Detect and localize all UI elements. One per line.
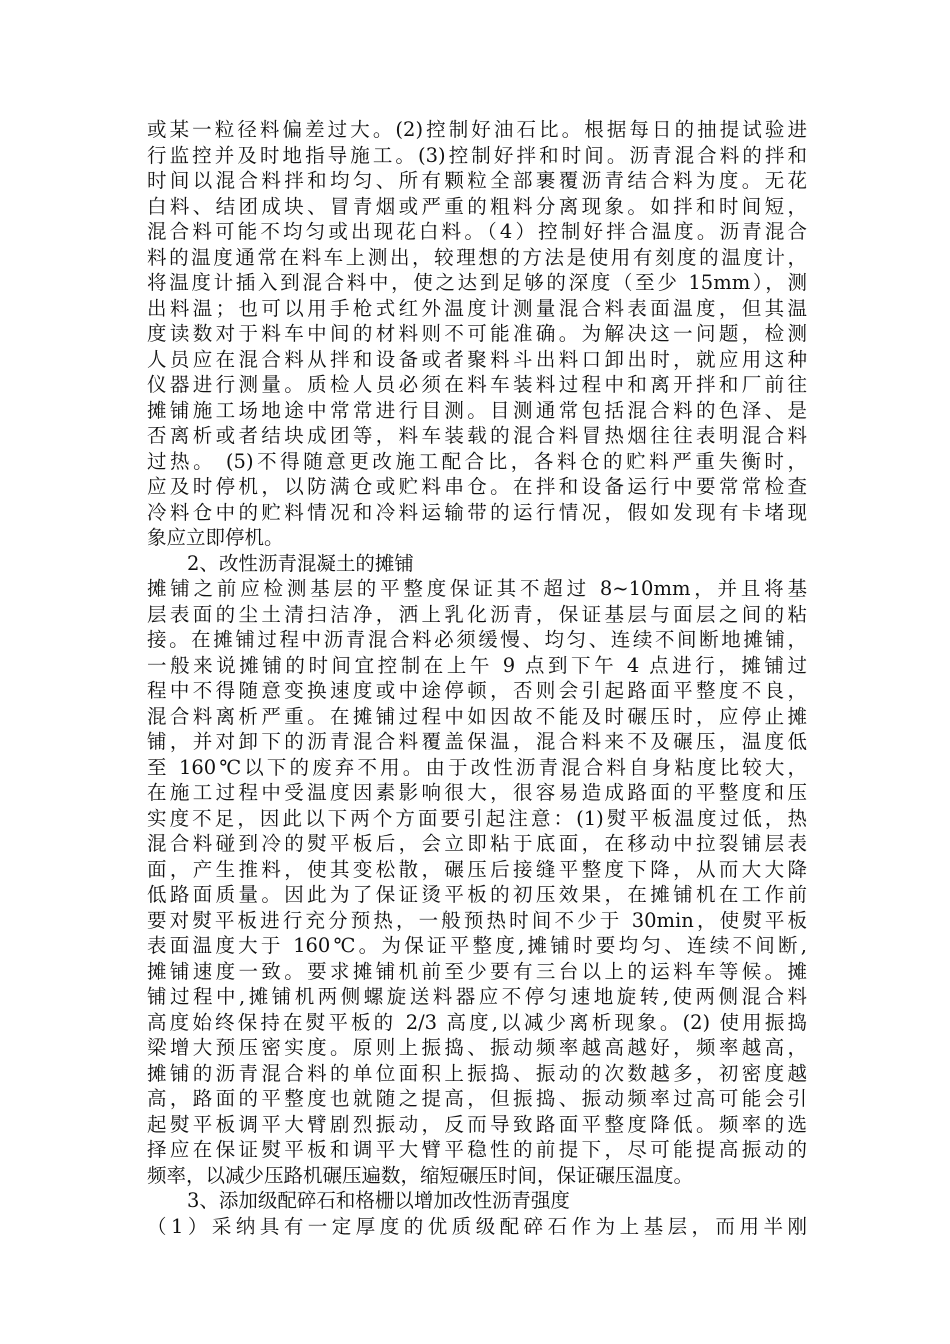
paragraph-paving bbox=[147, 576, 807, 1188]
text-line: 面，产生推料，使其变松散，碾压后接缝平整度下降，从而大大降 bbox=[147, 857, 807, 881]
text-line: 或某一粒径料偏差过大。(2)控制好油石比。根据每日的抽提试验进 bbox=[147, 118, 807, 141]
text-line: 频率，以减少压路机碾压遍数，缩短碾压时间，保证碾压温度。 bbox=[147, 1163, 694, 1187]
text-line: 摊铺速度一致。要求摊铺机前至少要有三台以上的运料车等候。摊 bbox=[147, 959, 807, 983]
text-line: （1）采纳具有一定厚度的优质级配碎石作为上基层，而用半刚 bbox=[147, 1214, 807, 1238]
text-line: 将温度计插入到混合料中，使之达到足够的深度（至少 15mm），测 bbox=[147, 271, 807, 294]
text-line: 铺过程中,摊铺机两侧螺旋送料器应不停匀速地旋转,使两侧混合料 bbox=[147, 985, 807, 1008]
text-line: 混合料可能不均匀或出现花白料。（4）控制好拌合温度。沥青混合 bbox=[147, 220, 807, 243]
text-line: 出料温；也可以用手枪式红外温度计测量混合料表面温度，但其温 bbox=[147, 296, 807, 320]
document-page bbox=[147, 117, 807, 1239]
text-line: 梁增大预压密实度。原则上振捣、振动频率越高越好，频率越高， bbox=[147, 1036, 807, 1059]
text-line: 摊铺的沥青混合料的单位面积上振捣、振动的次数越多，初密度越 bbox=[147, 1061, 807, 1085]
text-line: 要对熨平板进行充分预热，一般预热时间不少于 30min，使熨平板 bbox=[147, 908, 807, 932]
section-heading-aggregate-grid: 3、添加级配碎石和格栅以增加改性沥青强度 bbox=[187, 1189, 570, 1212]
text-line: 表面温度大于 160℃。为保证平整度,摊铺时要均匀、连续不间断, bbox=[147, 934, 807, 957]
text-line: 白料、结团成块、冒青烟或严重的粗料分离现象。如拌和时间短， bbox=[147, 194, 807, 218]
text-line: 择应在保证熨平板和调平大臂平稳性的前提下，尽可能提高振动的 bbox=[147, 1138, 807, 1161]
text-line: 象应立即停机。 bbox=[147, 526, 284, 549]
text-line: 摊铺施工场地途中常常进行目测。目测通常包括混合料的色泽、是 bbox=[147, 398, 807, 422]
text-line: 在施工过程中受温度因素影响很大，很容易造成路面的平整度和压 bbox=[147, 781, 807, 804]
text-line: 混合料碰到冷的熨平板后，会立即粘于底面，在移动中拉裂铺层表 bbox=[147, 832, 807, 855]
text-line: 程中不得随意变换速度或中途停顿，否则会引起路面平整度不良， bbox=[147, 679, 807, 702]
text-line: 人员应在混合料从拌和设备或者聚料斗出料口卸出时，就应用这种 bbox=[147, 347, 807, 371]
text-line: 否离析或者结块成团等，料车装载的混合料冒热烟往往表明混合料 bbox=[147, 424, 807, 447]
paragraph-mixing-control bbox=[147, 117, 807, 551]
text-line: 铺，并对卸下的沥青混合料覆盖保温，混合料来不及碾压，温度低 bbox=[147, 730, 807, 753]
text-line: 行监控并及时地指导施工。(3)控制好拌和时间。沥青混合料的拌和 bbox=[147, 143, 807, 167]
text-line: 一般来说摊铺的时间宜控制在上午 9 点到下午 4 点进行，摊铺过 bbox=[147, 653, 807, 677]
text-line: 接。在摊铺过程中沥青混合料必须缓慢、均匀、连续不间断地摊铺， bbox=[147, 628, 807, 651]
text-line: 层表面的尘土清扫洁净，洒上乳化沥青，保证基层与面层之间的粘 bbox=[147, 602, 807, 626]
text-line: 仪器进行测量。质检人员必须在料车装料过程中和离开拌和厂前往 bbox=[147, 373, 807, 396]
text-line: 起熨平板调平大臂剧烈振动，反而导致路面平整度降低。频率的选 bbox=[147, 1112, 807, 1136]
text-line: 高，路面的平整度也就随之提高，但振捣、振动频率过高可能会引 bbox=[147, 1087, 807, 1110]
text-line: 实度不足，因此以下两个方面要引起注意：(1)熨平板温度过低，热 bbox=[147, 806, 807, 830]
text-line: 应及时停机，以防满仓或贮料串仓。在拌和设备运行中要常常检查 bbox=[147, 475, 807, 498]
paragraph-aggregate-grid bbox=[147, 1214, 807, 1240]
text-line: 料的温度通常在料车上测出，较理想的方法是使用有刻度的温度计， bbox=[147, 245, 807, 269]
section-heading-paving: 2、改性沥青混凝土的摊铺 bbox=[187, 551, 414, 575]
text-line: 至 160℃以下的废弃不用。由于改性沥青混合料自身粘度比较大， bbox=[147, 755, 807, 779]
text-line: 低路面质量。因此为了保证烫平板的初压效果，在摊铺机在工作前 bbox=[147, 883, 807, 906]
text-line: 冷料仓中的贮料情况和冷料运输带的运行情况，假如发现有卡堵现 bbox=[147, 500, 807, 524]
text-line: 混合料离析严重。在摊铺过程中如因故不能及时碾压时，应停止摊 bbox=[147, 704, 807, 728]
text-line: 过热。 (5)不得随意更改施工配合比，各料仓的贮料严重失衡时， bbox=[147, 449, 807, 473]
text-line: 高度始终保持在熨平板的 2/3 高度,以减少离析现象。(2) 使用振捣 bbox=[147, 1010, 807, 1034]
text-line: 度读数对于料车中间的材料则不可能准确。为解决这一问题，检测 bbox=[147, 322, 807, 345]
text-line: 时间以混合料拌和均匀、所有颗粒全部裹覆沥青结合料为度。无花 bbox=[147, 169, 807, 192]
text-line: 摊铺之前应检测基层的平整度保证其不超过 8~10mm，并且将基 bbox=[147, 577, 807, 600]
